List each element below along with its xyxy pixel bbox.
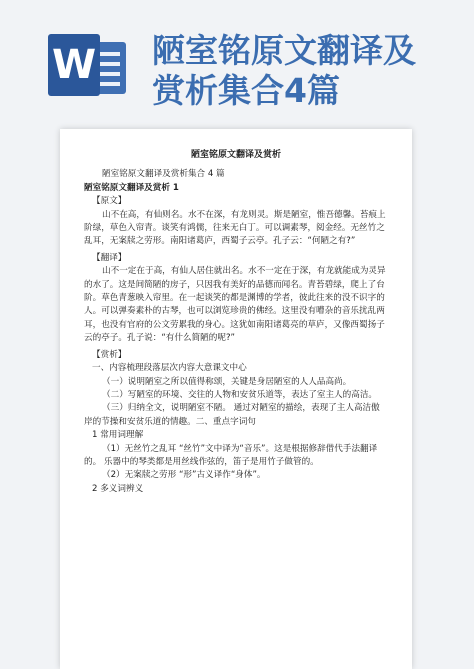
outline-item-1-3: （三）归纳全文，说明陋室不陋。 通过对陋室的描绘，表现了主人高洁傲岸的节操和安贫乐道的情趣。二、重点字词句: [84, 403, 380, 427]
outline-item-1-1: （一）说明陋室之所以值得称颂，关键是身居陋室的人人品高尚。: [102, 376, 352, 387]
document-page: [60, 129, 412, 669]
word-document-icon: [48, 34, 128, 96]
outline-item-1-2: （二）写陋室的环境、交往的人物和安贫乐道等，表达了室主人的高洁。: [102, 389, 378, 400]
outline-item-1: 一、内容梳理段落层次内容大意课文中心: [92, 363, 247, 374]
word-icon-letter: W: [48, 34, 100, 96]
label-original: 【原文】: [92, 196, 127, 207]
translation-text: 山不一定在于高，有仙人居住就出名。水不一定在于深，有龙就能成为灵异的水了。这是间简陋的房子，只因我有美好的品德而闻名。青苔碧绿，爬上了台阶。草色青葱映入帘里。在一起谈笑的都是渊博的学者，彼此往来的没不识字的人。可以弹奏素朴的古琴，也可以浏览珍贵的佛经。这里没有嘈杂的音乐扰乱两耳，也没有官府的公文劳累我的身心。这犹如南阳诸葛亮的草庐，又像西蜀扬子云的亭子。孔子说：“有什么简陋的呢?”: [84, 266, 386, 344]
section-heading: 陋室铭原文翻译及赏析 1: [84, 182, 179, 193]
page-title-line-1: 陋室铭原文翻译及: [152, 31, 416, 70]
outline-item-2-2: （2）无案牍之劳形 “形”古义译作“身体”。: [102, 470, 266, 481]
original-text: 山不在高，有仙则名。水不在深，有龙则灵。斯是陋室，惟吾德馨。苔痕上阶绿，草色入帘青。谈笑有鸿儒，往来无白丁。可以调素琴，阅金经。无丝竹之乱耳，无案牍之劳形。南阳诸葛庐，西蜀子云亭。孔子云：“何陋之有?”: [84, 209, 386, 247]
label-appreciation: 【赏析】: [92, 349, 127, 360]
outline-item-2: 1 常用词理解: [92, 430, 144, 441]
document-subtitle: 陋室铭原文翻译及赏析集合 4 篇: [102, 169, 225, 180]
page-title-line-2: 赏析集合4篇: [152, 71, 340, 110]
document-body: [84, 149, 388, 496]
label-translation: 【翻译】: [92, 252, 127, 263]
outline-item-2-1: （1）无丝竹之乱耳 “丝竹”文中译为“音乐”。这是根据修辞借代手法翻译的。 乐器中的琴类都是用丝线作弦的，笛子是用竹子做管的。: [84, 443, 378, 467]
header-banner: [0, 0, 474, 112]
outline-item-3: 2 多义词辨义: [92, 483, 144, 494]
document-title: 陋室铭原文翻译及赏析: [190, 150, 281, 160]
